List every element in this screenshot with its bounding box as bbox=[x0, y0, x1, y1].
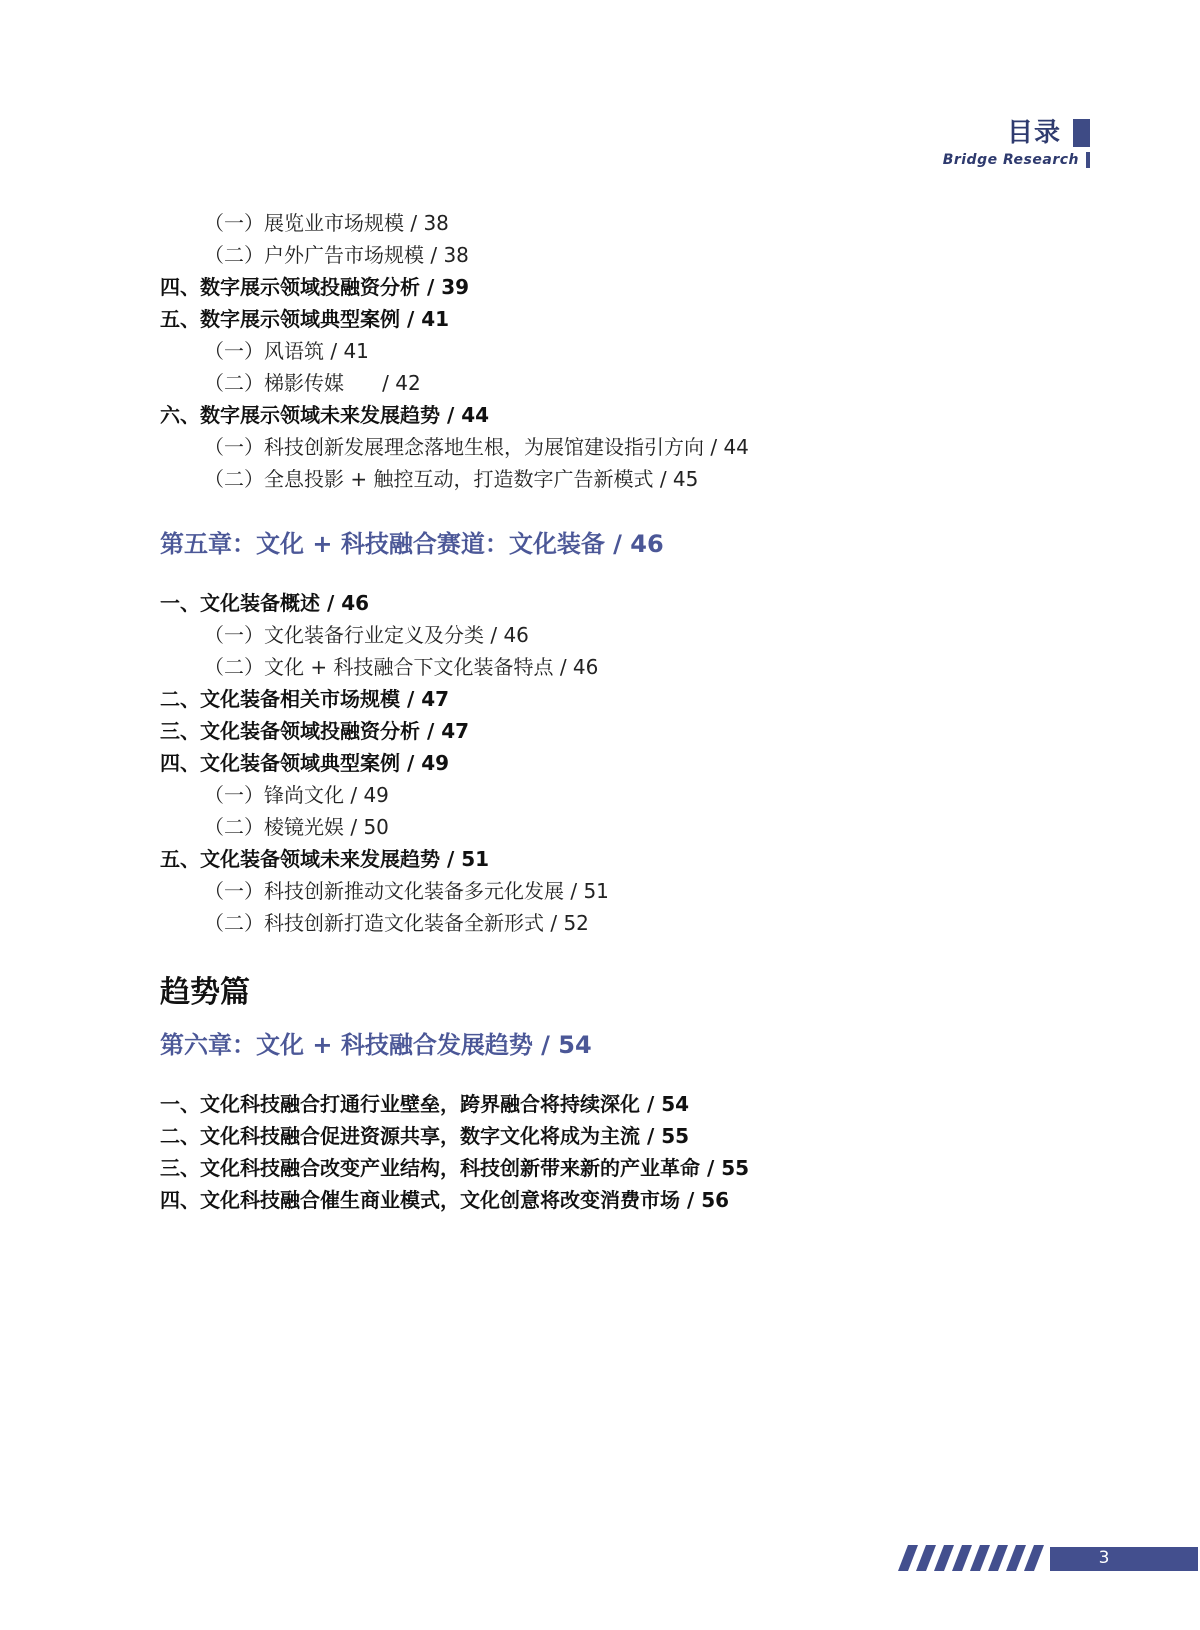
toc-subitem[interactable]: （二）棱镜光娱 / 50 bbox=[204, 815, 389, 839]
toc-section[interactable]: 一、文化科技融合打通行业壁垒，跨界融合将持续深化 / 54 bbox=[160, 1092, 690, 1116]
toc-section[interactable]: 二、文化科技融合促进资源共享，数字文化将成为主流 / 55 bbox=[160, 1124, 690, 1148]
header bbox=[943, 118, 1090, 168]
header-title-row bbox=[943, 118, 1090, 148]
chapter-heading-5[interactable]: 第五章：文化 + 科技融合赛道：文化装备 / 46 bbox=[160, 530, 664, 558]
toc-section[interactable]: 一、文化装备概述 / 46 bbox=[160, 591, 370, 615]
toc-subitem[interactable]: （一）科技创新推动文化装备多元化发展 / 51 bbox=[204, 879, 609, 903]
table-of-contents bbox=[160, 207, 1060, 1216]
subtitle-accent-bar bbox=[1086, 152, 1090, 168]
toc-subitem[interactable]: （二）梯影传媒 / 42 bbox=[204, 371, 421, 395]
chapter-heading-6[interactable]: 第六章：文化 + 科技融合发展趋势 / 54 bbox=[160, 1031, 592, 1059]
toc-subitem[interactable]: （二）科技创新打造文化装备全新形式 / 52 bbox=[204, 911, 589, 935]
toc-section[interactable]: 三、文化装备领域投融资分析 / 47 bbox=[160, 719, 470, 743]
toc-subitem[interactable]: （一）科技创新发展理念落地生根，为展馆建设指引方向 / 44 bbox=[204, 435, 749, 459]
toc-section[interactable]: 六、数字展示领域未来发展趋势 / 44 bbox=[160, 403, 490, 427]
toc-section[interactable]: 五、文化装备领域未来发展趋势 / 51 bbox=[160, 847, 490, 871]
toc-section[interactable]: 四、文化装备领域典型案例 / 49 bbox=[160, 751, 450, 775]
page-title: 目录 bbox=[1006, 118, 1061, 148]
toc-subitem[interactable]: （二）全息投影 + 触控互动，打造数字广告新模式 / 45 bbox=[204, 467, 699, 491]
toc-section[interactable]: 二、文化装备相关市场规模 / 47 bbox=[160, 687, 450, 711]
toc-subitem[interactable]: （一）文化装备行业定义及分类 / 46 bbox=[204, 623, 529, 647]
page-footer bbox=[898, 1545, 1200, 1571]
toc-subitem[interactable]: （二）户外广告市场规模 / 38 bbox=[204, 243, 469, 267]
header-subtitle-row bbox=[943, 152, 1090, 168]
toc-subitem[interactable]: （二）文化 + 科技融合下文化装备特点 / 46 bbox=[204, 655, 599, 679]
toc-section[interactable]: 五、数字展示领域典型案例 / 41 bbox=[160, 307, 450, 331]
title-accent-bar bbox=[1073, 119, 1090, 147]
toc-section[interactable]: 四、文化科技融合催生商业模式，文化创意将改变消费市场 / 56 bbox=[160, 1188, 730, 1212]
toc-section[interactable]: 四、数字展示领域投融资分析 / 39 bbox=[160, 275, 470, 299]
toc-subitem[interactable]: （一）风语筑 / 41 bbox=[204, 339, 369, 363]
brand-subtitle: Bridge Research bbox=[942, 152, 1079, 168]
toc-subitem[interactable]: （一）展览业市场规模 / 38 bbox=[204, 211, 449, 235]
page-number: 3 bbox=[1098, 1548, 1110, 1568]
stripe-decoration bbox=[898, 1545, 1048, 1571]
toc-subitem[interactable]: （一）锋尚文化 / 49 bbox=[204, 783, 389, 807]
part-heading: 趋势篇 bbox=[160, 975, 250, 1010]
toc-section[interactable]: 三、文化科技融合改变产业结构，科技创新带来新的产业革命 / 55 bbox=[160, 1156, 750, 1180]
